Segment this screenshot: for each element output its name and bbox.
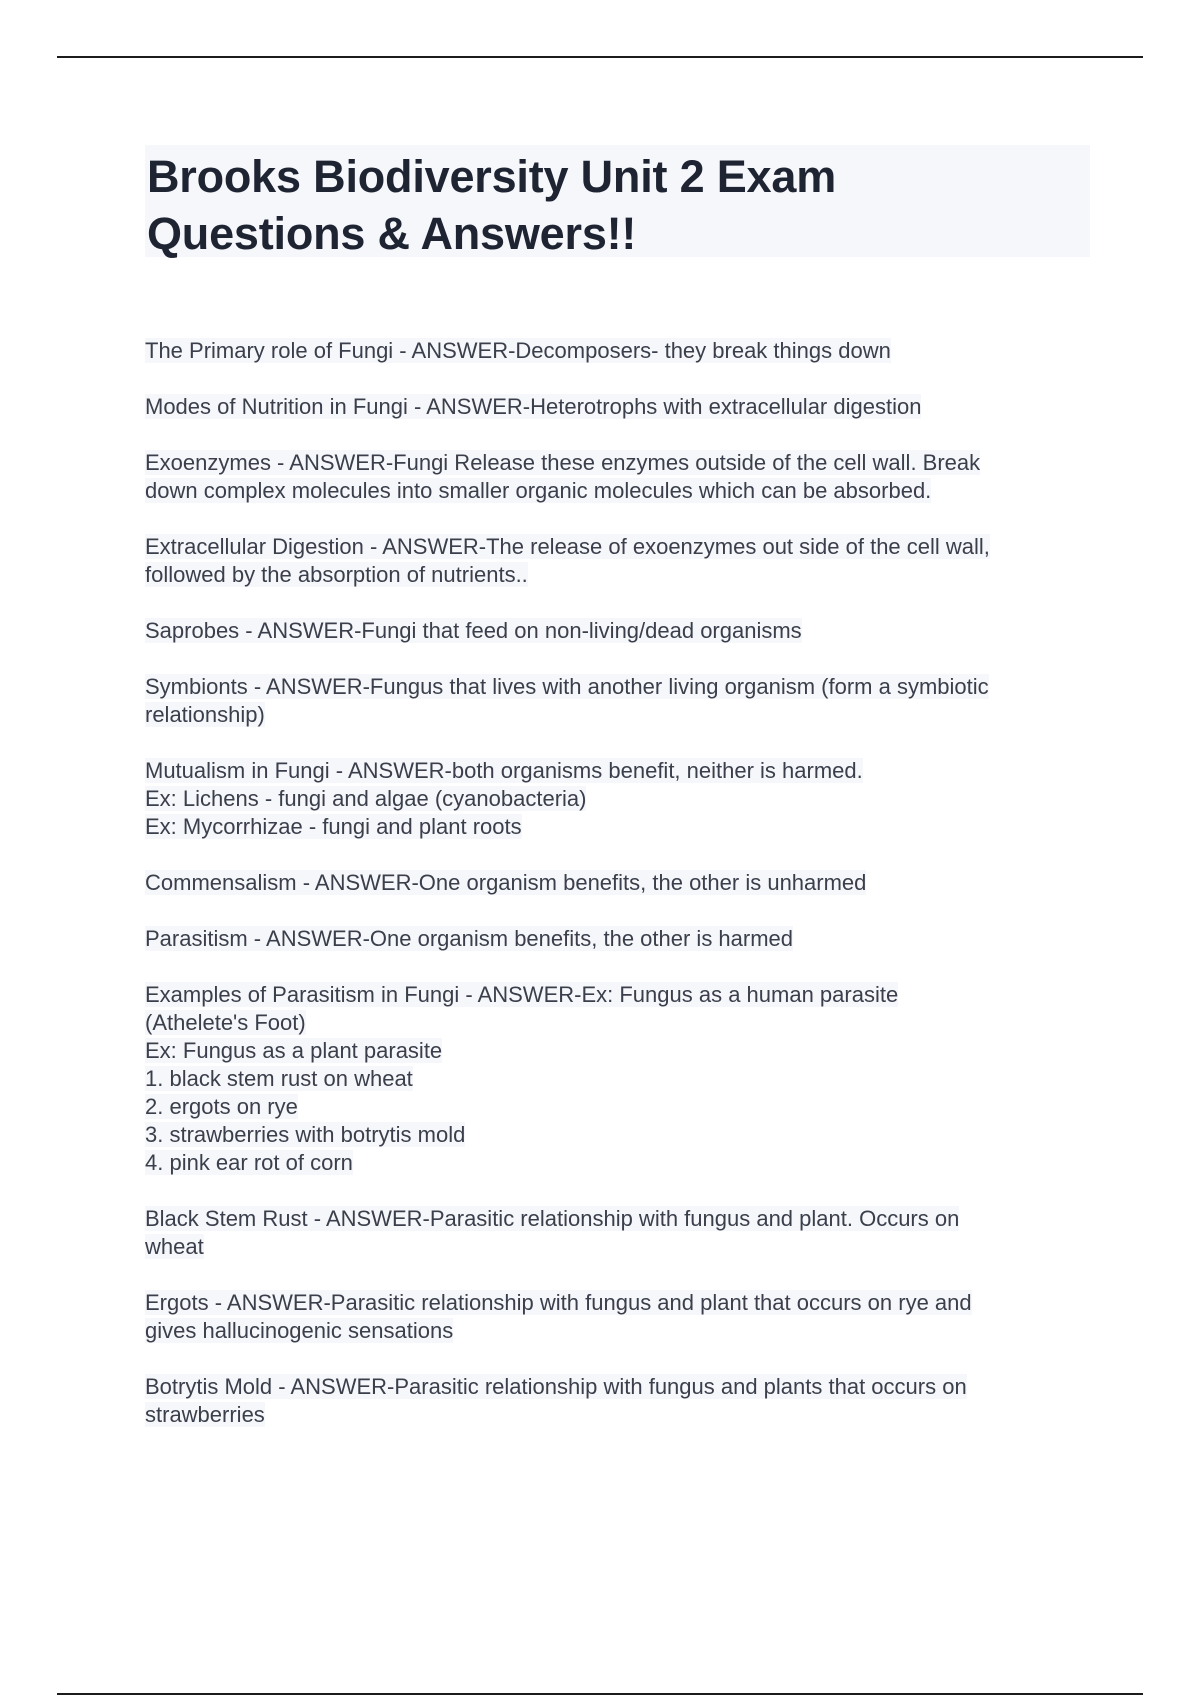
qa-text: 4. pink ear rot of corn xyxy=(145,1150,353,1175)
qa-item xyxy=(145,925,1090,953)
qa-text: Black Stem Rust - ANSWER-Parasitic relationship with fungus and plant. Occurs on xyxy=(145,1206,960,1231)
qa-line xyxy=(145,1401,1090,1429)
qa-line xyxy=(145,1373,1090,1401)
qa-line xyxy=(145,1093,1090,1121)
qa-text: (Athelete's Foot) xyxy=(145,1010,306,1035)
qa-line xyxy=(145,673,1090,701)
page-title xyxy=(145,145,1090,262)
qa-text: Symbionts - ANSWER-Fungus that lives with another living organism (form a symbiotic xyxy=(145,674,989,699)
qa-text: Ex: Mycorrhizae - fungi and plant roots xyxy=(145,814,522,839)
qa-text: relationship) xyxy=(145,702,265,727)
qa-text: Parasitism - ANSWER-One organism benefits, the other is harmed xyxy=(145,926,794,951)
qa-line xyxy=(145,1205,1090,1233)
qa-line xyxy=(145,449,1090,477)
qa-text: gives hallucinogenic sensations xyxy=(145,1318,454,1343)
qa-text: down complex molecules into smaller organic molecules which can be absorbed. xyxy=(145,478,932,503)
qa-line xyxy=(145,533,1090,561)
qa-item xyxy=(145,617,1090,645)
qa-line xyxy=(145,561,1090,589)
qa-text: Modes of Nutrition in Fungi - ANSWER-Heterotrophs with extracellular digestion xyxy=(145,394,922,419)
qa-line xyxy=(145,869,1090,897)
qa-item xyxy=(145,981,1090,1177)
qa-line xyxy=(145,1317,1090,1345)
top-rule xyxy=(57,56,1143,58)
qa-item xyxy=(145,869,1090,897)
qa-line xyxy=(145,785,1090,813)
qa-line xyxy=(145,617,1090,645)
qa-item xyxy=(145,533,1090,589)
qa-text: Extracellular Digestion - ANSWER-The release of exoenzymes out side of the cell wall, xyxy=(145,534,990,559)
qa-text: wheat xyxy=(145,1234,204,1259)
qa-line xyxy=(145,337,1090,365)
qa-text: Examples of Parasitism in Fungi - ANSWER-Ex: Fungus as a human parasite xyxy=(145,982,899,1007)
qa-line xyxy=(145,701,1090,729)
qa-text: Mutualism in Fungi - ANSWER-both organisms benefit, neither is harmed. xyxy=(145,758,863,783)
qa-text: Ex: Fungus as a plant parasite xyxy=(145,1038,443,1063)
qa-item xyxy=(145,757,1090,841)
title-block xyxy=(145,145,1090,257)
qa-line xyxy=(145,757,1090,785)
qa-list xyxy=(145,337,1090,1457)
qa-text: 2. ergots on rye xyxy=(145,1094,298,1119)
qa-text: Commensalism - ANSWER-One organism benefits, the other is unharmed xyxy=(145,870,867,895)
qa-text: 3. strawberries with botrytis mold xyxy=(145,1122,466,1147)
qa-text: Saprobes - ANSWER-Fungi that feed on non-living/dead organisms xyxy=(145,618,802,643)
qa-text: followed by the absorption of nutrients.. xyxy=(145,562,528,587)
qa-item xyxy=(145,449,1090,505)
qa-line xyxy=(145,981,1090,1009)
title-line-1: Brooks Biodiversity Unit 2 Exam xyxy=(147,151,837,202)
bottom-rule xyxy=(57,1693,1143,1695)
title-line-2: Questions & Answers!! xyxy=(147,208,637,259)
qa-text: 1. black stem rust on wheat xyxy=(145,1066,413,1091)
qa-text: Exoenzymes - ANSWER-Fungi Release these enzymes outside of the cell wall. Break xyxy=(145,450,981,475)
qa-line xyxy=(145,393,1090,421)
qa-line xyxy=(145,1149,1090,1177)
qa-item xyxy=(145,1289,1090,1345)
qa-text: strawberries xyxy=(145,1402,265,1427)
qa-line xyxy=(145,813,1090,841)
qa-line xyxy=(145,1009,1090,1037)
qa-item xyxy=(145,393,1090,421)
qa-line xyxy=(145,1037,1090,1065)
qa-line xyxy=(145,1121,1090,1149)
qa-item xyxy=(145,1205,1090,1261)
qa-line xyxy=(145,925,1090,953)
qa-line xyxy=(145,1233,1090,1261)
qa-item xyxy=(145,337,1090,365)
qa-line xyxy=(145,477,1090,505)
qa-item xyxy=(145,673,1090,729)
qa-text: Botrytis Mold - ANSWER-Parasitic relationship with fungus and plants that occurs on xyxy=(145,1374,967,1399)
qa-text: Ergots - ANSWER-Parasitic relationship with fungus and plant that occurs on rye and xyxy=(145,1290,972,1315)
qa-line xyxy=(145,1289,1090,1317)
qa-text: The Primary role of Fungi - ANSWER-Decomposers- they break things down xyxy=(145,338,891,363)
qa-text: Ex: Lichens - fungi and algae (cyanobacteria) xyxy=(145,786,587,811)
qa-item xyxy=(145,1373,1090,1429)
qa-line xyxy=(145,1065,1090,1093)
